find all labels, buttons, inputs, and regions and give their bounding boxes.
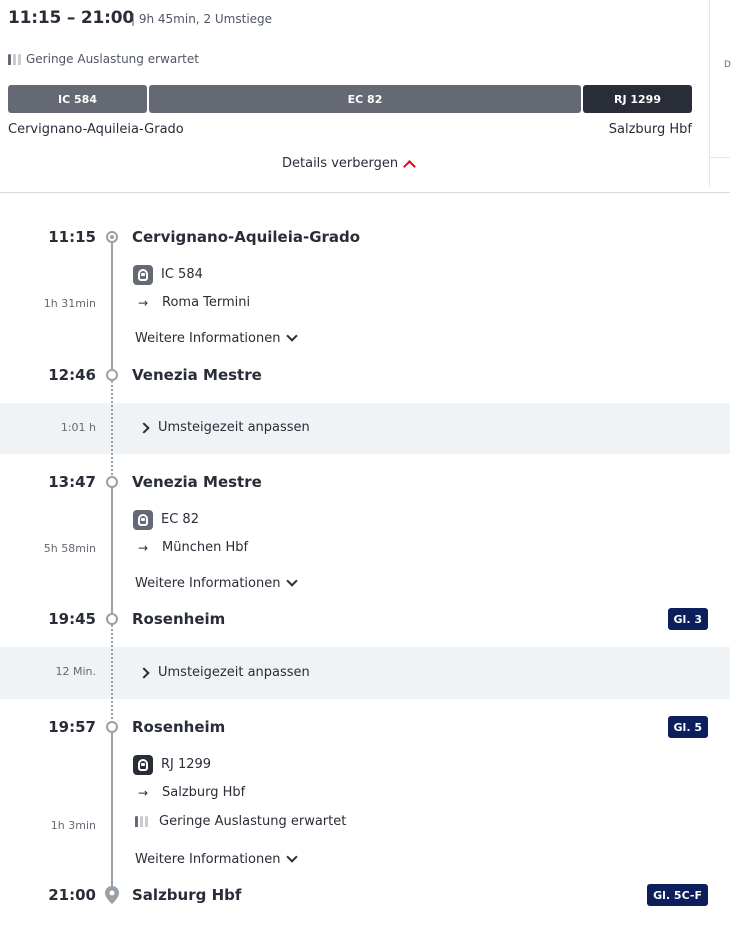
arrow-right-icon: → (138, 786, 149, 800)
chevron-right-icon (138, 422, 149, 433)
timeline-line (111, 488, 113, 613)
arrival-time: 21:00 (48, 886, 96, 904)
train-icon (133, 510, 153, 530)
departure-time: 13:47 (48, 473, 96, 491)
adjacent-panel-text: D (724, 60, 731, 70)
transfer-block (0, 403, 730, 454)
timeline-line (111, 733, 113, 887)
journey-time-range: 11:15 – 21:00 (8, 8, 134, 28)
leg-duration: 1h 3min (50, 819, 96, 832)
train-direction: Salzburg Hbf (162, 785, 246, 800)
occupancy-info (8, 51, 199, 67)
chevron-right-icon (138, 667, 149, 678)
occupancy-icon (135, 815, 148, 827)
train-number: EC 82 (161, 512, 199, 527)
departure-station: Venezia Mestre (132, 473, 262, 491)
timeline-line (111, 243, 113, 369)
timeline-transfer-line (111, 625, 113, 721)
train-direction: München Hbf (162, 540, 249, 555)
platform-badge: Gl. 5C-F (647, 884, 708, 906)
details-toggle-button[interactable] (282, 156, 414, 171)
chevron-down-icon (287, 575, 298, 586)
details-toggle-label: Details verbergen (282, 156, 399, 171)
train-icon (133, 265, 153, 285)
more-info-button[interactable] (135, 576, 296, 591)
stop-marker-icon (106, 369, 118, 381)
occupancy-label: Geringe Auslastung erwartet (159, 813, 347, 829)
departure-time: 11:15 (48, 228, 96, 246)
segment-ic-584: IC 584 (8, 85, 147, 113)
train-number: RJ 1299 (161, 757, 212, 772)
arrow-right-icon: → (138, 296, 149, 310)
departure-station: Rosenheim (132, 718, 226, 736)
departure-station: Cervignano-Aquileia-Grado (132, 228, 361, 246)
departure-time: 19:57 (48, 718, 96, 736)
chevron-down-icon (287, 851, 298, 862)
occupancy-icon (8, 53, 21, 65)
more-info-button[interactable] (135, 852, 296, 867)
segment-rj-1299: RJ 1299 (583, 85, 692, 113)
adjust-transfer-time-button[interactable] (140, 420, 310, 435)
occupancy-label: Geringe Auslastung erwartet (26, 52, 199, 66)
stop-marker-icon (106, 476, 118, 488)
start-stop-marker-icon (106, 231, 118, 243)
platform-badge: Gl. 3 (668, 608, 708, 630)
adjust-transfer-time-button[interactable] (140, 665, 310, 680)
panel-divider (709, 0, 710, 186)
segment-ec-82: EC 82 (149, 85, 581, 113)
occupancy-info (135, 813, 346, 829)
transfer-duration: 12 Min. (55, 665, 96, 678)
train-direction: Roma Termini (162, 295, 251, 310)
chevron-down-icon (287, 330, 298, 341)
stop-marker-icon (106, 721, 118, 733)
transfer-block (0, 647, 730, 699)
chevron-up-icon (403, 160, 416, 173)
adjust-transfer-time-label: Umsteigezeit anpassen (158, 665, 310, 680)
arrival-station: Venezia Mestre (132, 366, 262, 384)
more-info-label: Weitere Informationen (135, 331, 281, 346)
panel-divider (709, 157, 730, 158)
arrival-station: Salzburg Hbf (132, 886, 242, 904)
arrival-time: 12:46 (48, 366, 96, 384)
header-divider (0, 192, 730, 193)
journey-duration-transfers: | 9h 45min, 2 Umstiege (131, 12, 273, 26)
train-number: IC 584 (161, 267, 203, 282)
leg-duration: 1h 31min (43, 297, 96, 310)
more-info-label: Weitere Informationen (135, 576, 281, 591)
more-info-button[interactable] (135, 331, 296, 346)
arrival-time: 19:45 (48, 610, 96, 628)
destination-station: Salzburg Hbf (608, 122, 692, 137)
location-pin-icon (105, 886, 119, 904)
leg-duration: 5h 58min (43, 542, 96, 555)
platform-badge: Gl. 5 (668, 716, 708, 738)
more-info-label: Weitere Informationen (135, 852, 281, 867)
stop-marker-icon (106, 613, 118, 625)
arrow-right-icon: → (138, 541, 149, 555)
transfer-duration: 1:01 h (60, 421, 96, 434)
train-icon (133, 755, 153, 775)
timeline-transfer-line (111, 381, 113, 476)
arrival-station: Rosenheim (132, 610, 226, 628)
adjust-transfer-time-label: Umsteigezeit anpassen (158, 420, 310, 435)
origin-station: Cervignano-Aquileia-Grado (8, 122, 184, 137)
